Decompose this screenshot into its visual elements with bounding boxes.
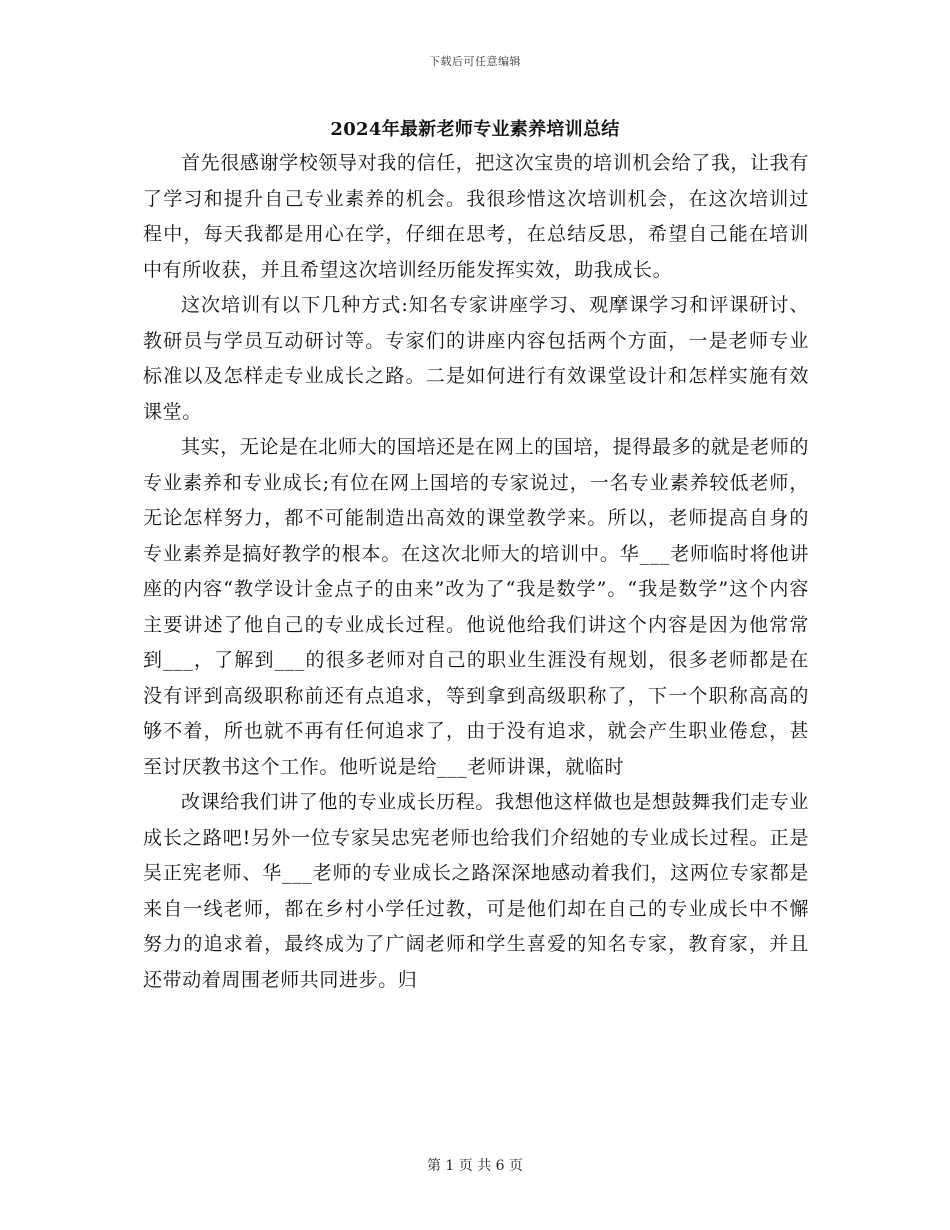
paragraph: 改课给我们讲了他的专业成长历程。我想他这样做也是想鼓舞我们走专业成长之路吧!另外一位专家吴忠宪老师也给我们介绍她的专业成长过程。正是吴正宪老师、华___老师的专业成长之路深深地感动着我们，这两位专家都是来自一线老师，都在乡村小学任过教，可是他们却在自己的专业成长中不懈努力的追求着，最终成为了广阔老师和学生喜爱的知名专家，教育家，并且还带动着周围老师共同进步。归 [143, 791, 809, 991]
paragraph: 这次培训有以下几种方式:知名专家讲座学习、观摩课学习和评课研讨、教研员与学员互动研讨等。专家们的讲座内容包括两个方面，一是老师专业标准以及怎样走专业成长之路。二是如何进行有效课堂设计和怎样实施有效课堂。 [143, 294, 809, 423]
document-body [143, 146, 809, 998]
paragraph: 其实，无论是在北师大的国培还是在网上的国培，提得最多的就是老师的专业素养和专业成长;有位在网上国培的专家说过，一名专业素养较低老师，无论怎样努力，都不可能制造出高效的课堂教学来。所以，老师提高自身的专业素养是搞好教学的根本。在这次北师大的培训中。华___老师临时将他讲座的内容“教学设计金点子的由来”改为了“我是数学”。“我是数学”这个内容主要讲述了他自己的专业成长过程。他说他给我们讲这个内容是因为他常常到___，了解到___的很多老师对自己的职业生涯没有规划，很多老师都是在没有评到高级职称前还有点追求，等到拿到高级职称了，下一个职称高高的够不着，所也就不再有任何追求了，由于没有追求，就会产生职业倦怠，甚至讨厌教书这个工作。他听说是给___老师讲课，就临时 [143, 436, 809, 778]
page-number: 第 1 页 共 6 页 [426, 1158, 524, 1174]
header-note: 下载后可任意编辑 [429, 55, 521, 68]
paragraph: 首先很感谢学校领导对我的信任，把这次宝贵的培训机会给了我，让我有了学习和提升自己专业素养的机会。我很珍惜这次培训机会，在这次培训过程中，每天我都是用心在学，仔细在思考，在总结反思，希望自己能在培训中有所收获，并且希望这次培训经历能发挥实效，助我成长。 [143, 152, 809, 281]
document-title: 2024年最新老师专业素养培训总结 [330, 119, 620, 140]
